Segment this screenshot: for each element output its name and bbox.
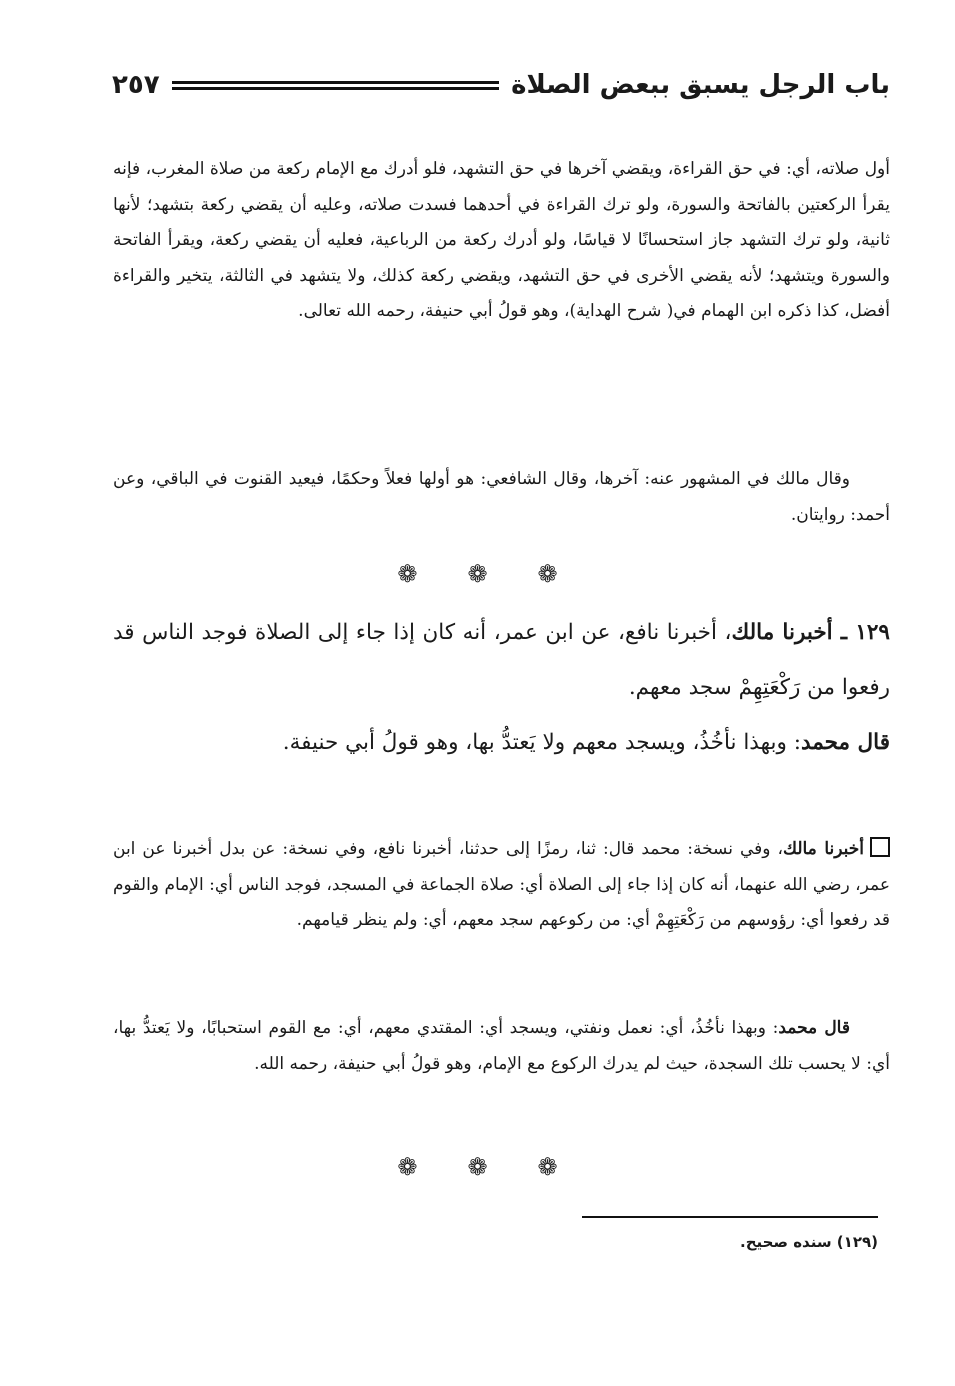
sharh-paragraph bbox=[113, 1011, 890, 1082]
sharh-paragraph bbox=[113, 832, 890, 939]
separator-star: ❁ bbox=[397, 560, 418, 588]
separator-star: ❁ bbox=[467, 1153, 488, 1181]
separator-star: ❁ bbox=[397, 1153, 418, 1181]
hadith-paragraph bbox=[113, 605, 890, 715]
separator-star: ❁ bbox=[537, 560, 558, 588]
chapter-title: باب الرجل يسبق ببعض الصلاة bbox=[511, 70, 890, 100]
separator-star: ❁ bbox=[537, 1153, 558, 1181]
sharh-label: أخبرنا مالك bbox=[783, 839, 864, 859]
qala-muhammad-label: قال محمد bbox=[800, 730, 890, 755]
footnote: (١٢٩) سنده صحيح. bbox=[740, 1233, 878, 1251]
box-marker-icon bbox=[870, 837, 890, 857]
sharh-text: ، وفي نسخة: محمد قال: ثنا، رمزًا إلى حدثنا، أخبرنا نافع، وفي نسخة: عن بدل أخبرنا عن ابن عمر، رضي الله عنهما، أنه كان إذا جاء إلى الصلاة أي: صلاة الجماعة في المسجد، فوجد الناس أي: الإمام والقوم قد رفعوا أي: رؤوسهم من رَكْعَتِهِمْ أي: من ركوعهم سجد معهم، أي: ولم ينظر قيامهم. bbox=[113, 839, 890, 930]
footnote-rule bbox=[582, 1216, 878, 1218]
hadith-number: ١٢٩ ـ أخبرنا مالك bbox=[731, 620, 890, 645]
commentary-paragraph: أول صلاته، أي: في حق القراءة، ويقضي آخرها في حق التشهد، فلو أدرك مع الإمام ركعة من صلاة المغرب، فإنه يقرأ الركعتين بالفاتحة والسورة، ولو ترك القراءة في أحدهما فسدت صلاته، وعليه أن يقضي ركعة بتشهد؛ لأنها ثانية، ولو ترك التشهد جاز استحسانًا لا قياسًا، ولو أدرك ركعة من الرباعية، فعليه أن يقضي ركعة، ويقرأ الفاتحة والسورة ويتشهد؛ لأنه يقضي الأخرى في حق التشهد، ويقضي ركعة كذلك، ولا يتشهد في الثالثة، يتخير والقراءة أفضل، كذا ذكره ابن الهمام في( شرح الهداية)، وهو قولُ أبي حنيفة، رحمه الله تعالى. bbox=[113, 159, 890, 321]
commentary-paragraph: وقال مالك في المشهور عنه: آخرها، وقال الشافعي: هو أولها فعلاً وحكمًا، فيعيد القنوت في الباقي، وعن أحمد: روايتان. bbox=[113, 469, 890, 525]
qala-muhammad-paragraph bbox=[113, 715, 890, 770]
running-header bbox=[112, 60, 890, 110]
page-number: ٢٥٧ bbox=[112, 70, 160, 100]
sharh-label: قال محمد bbox=[778, 1018, 850, 1038]
section-separator bbox=[0, 560, 955, 588]
section-separator bbox=[0, 1153, 955, 1181]
separator-star: ❁ bbox=[467, 560, 488, 588]
sharh-text: : وبهذا نأخُذُ، أي: نعمل ونفتي، ويسجد أي: المقتدي معهم، أي: مع القوم استحبابًا، ولا يَعتدُّ بها، أي: لا يحسب تلك السجدة، حيث لم يدرك الركوع مع الإمام، وهو قولُ أبي حنيفة، رحمه الله. bbox=[113, 1018, 890, 1074]
header-rule bbox=[172, 81, 500, 90]
qala-muhammad-text: : وبهذا نأخُذُ، ويسجد معهم ولا يَعتدُّ بها، وهو قولُ أبي حنيفة. bbox=[282, 730, 801, 755]
hadith-text: ، أخبرنا نافع، عن ابن عمر، أنه كان إذا جاء إلى الصلاة فوجد الناس قد رفعوا من رَكْعَتِهِمْ سجد معهم. bbox=[113, 620, 890, 700]
